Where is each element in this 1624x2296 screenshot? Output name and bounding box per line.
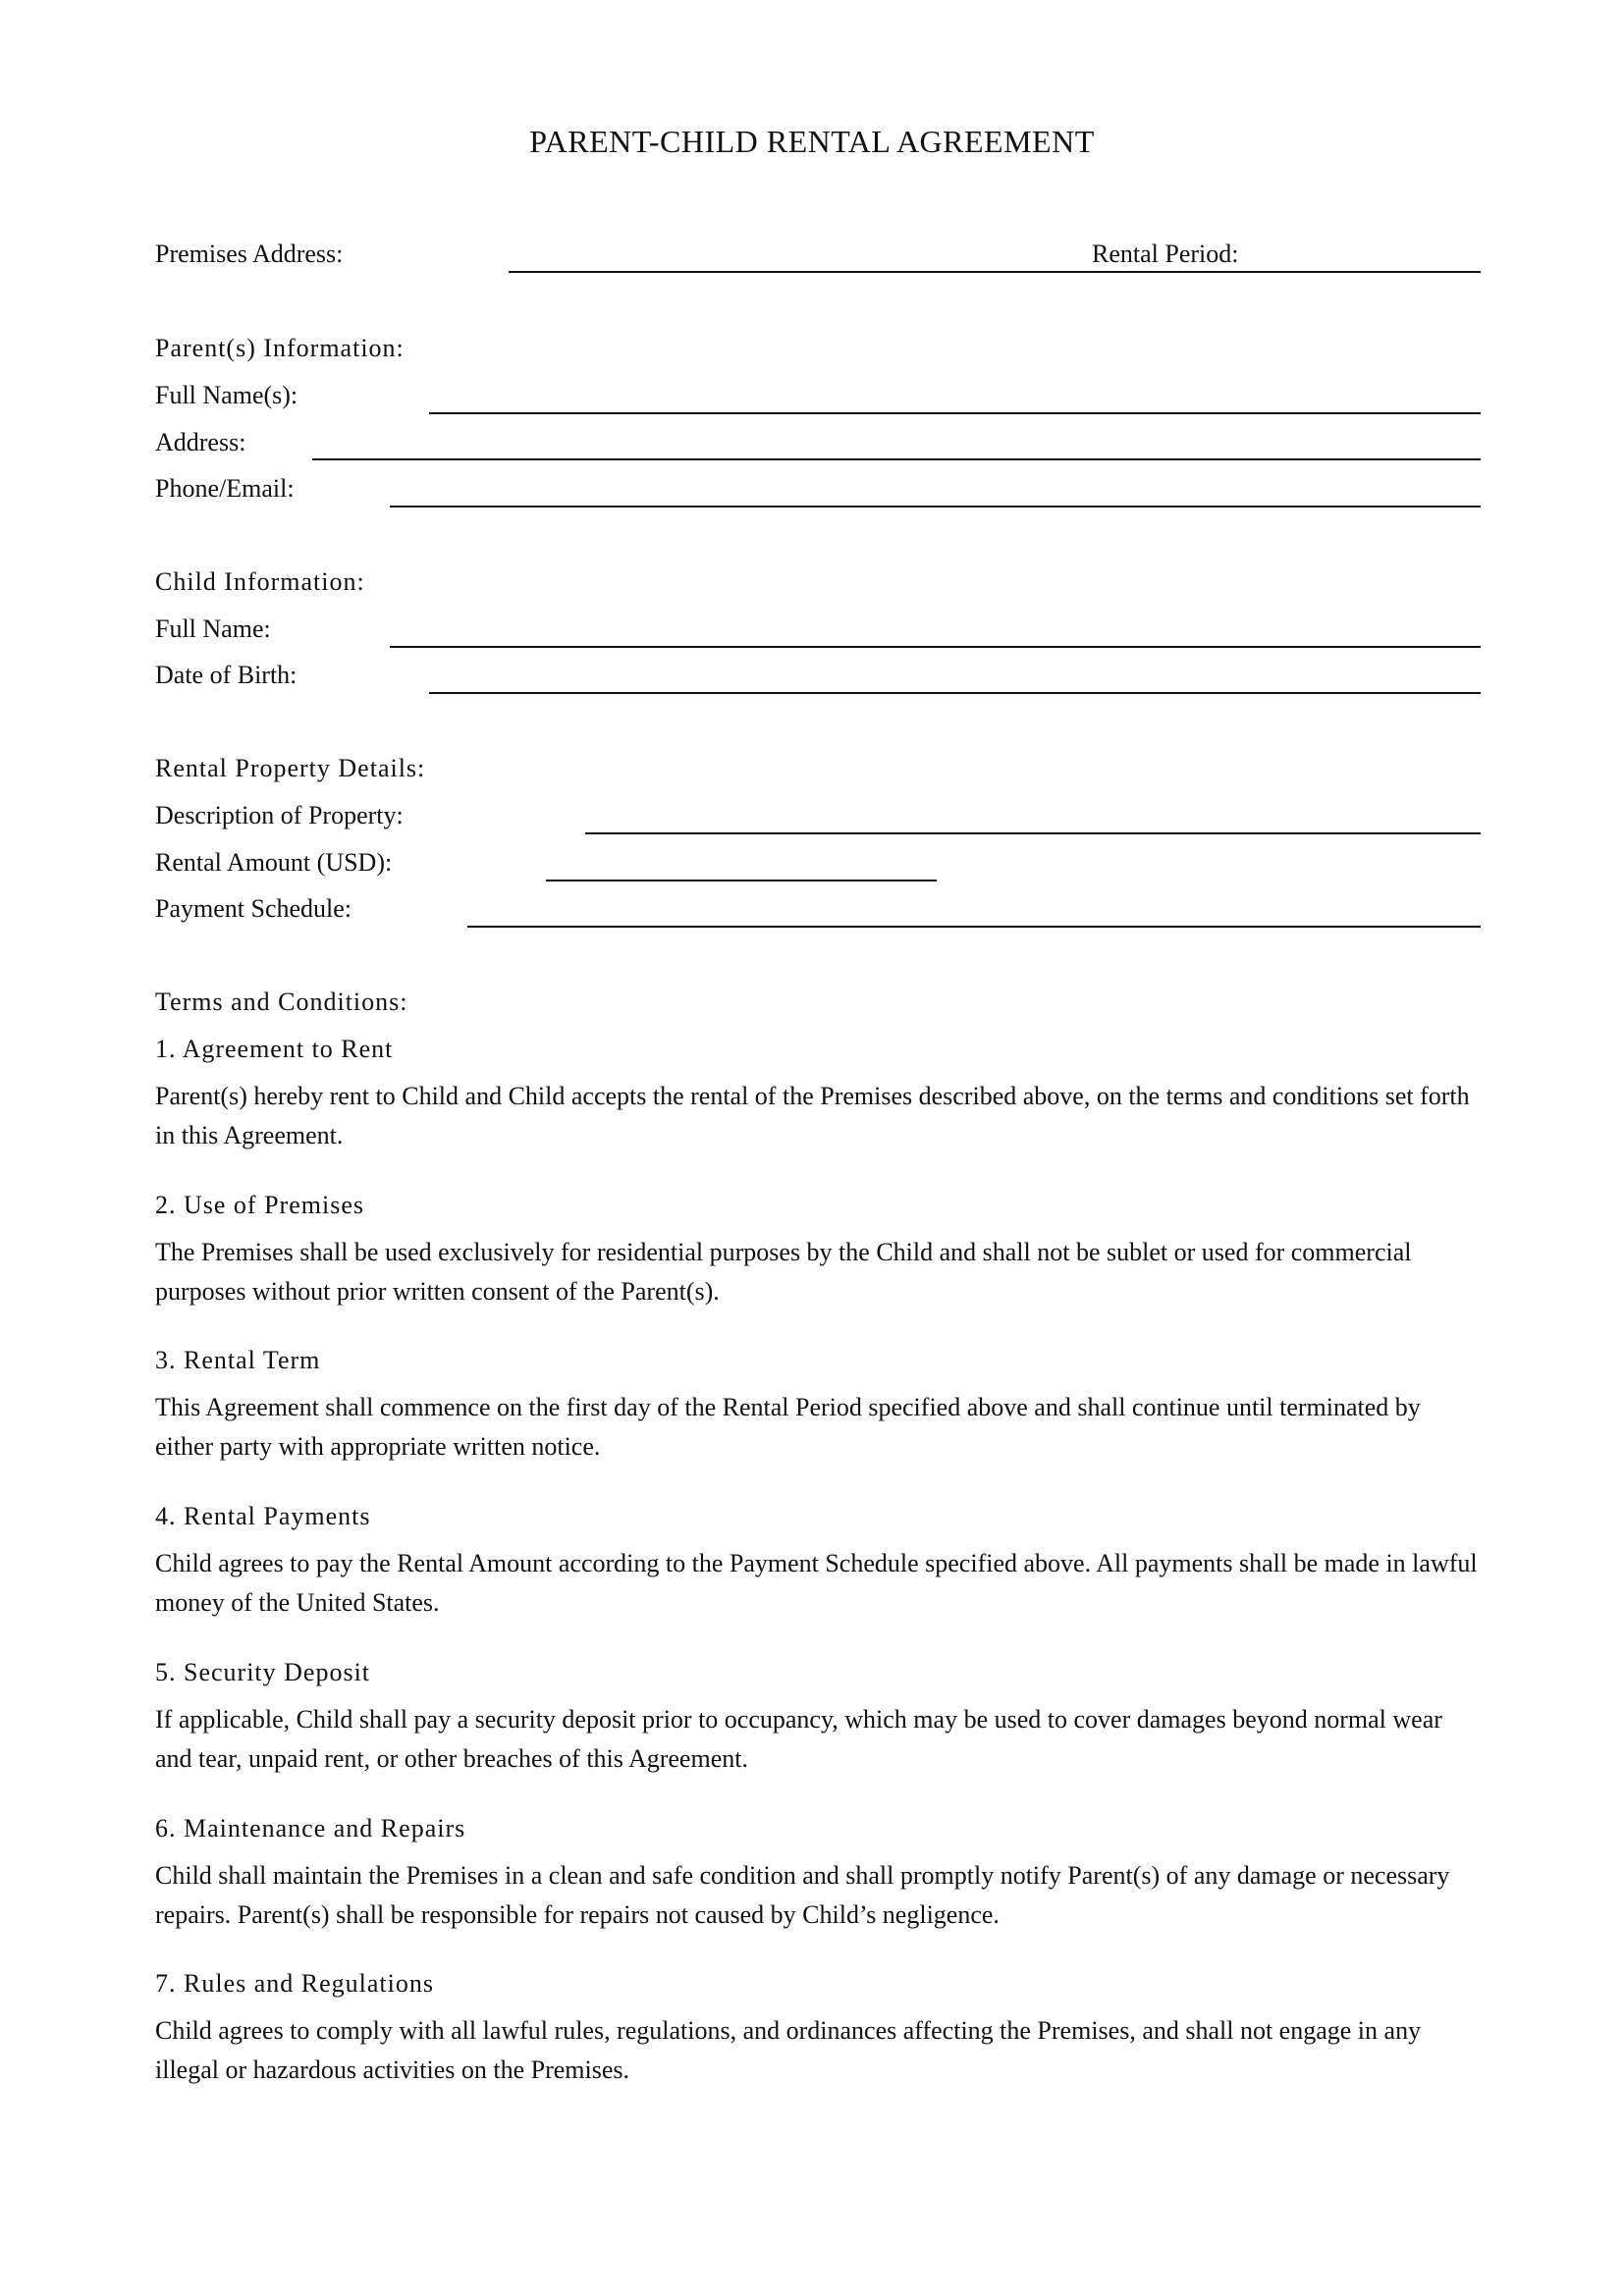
- child-dob-field[interactable]: [429, 661, 1481, 690]
- term-heading: 3. Rental Term: [155, 1346, 321, 1374]
- parent-address-underline: [312, 458, 1481, 460]
- child-section-heading: Child Information:: [155, 567, 365, 596]
- parent-address-label: Address:: [155, 428, 246, 456]
- payment-schedule-field[interactable]: [467, 894, 1481, 924]
- child-dob-underline: [429, 692, 1481, 694]
- property-description-field[interactable]: [585, 801, 1481, 830]
- premises-address-underline: [509, 271, 1481, 273]
- rental-amount-field[interactable]: [546, 848, 937, 878]
- document-title: PARENT-CHILD RENTAL AGREEMENT: [529, 124, 1095, 159]
- terms-section-heading: Terms and Conditions:: [155, 988, 408, 1016]
- premises-address-field[interactable]: [509, 240, 1058, 269]
- term-heading: 2. Use of Premises: [155, 1191, 364, 1219]
- term-text: Child shall maintain the Premises in a clean and safe condition and shall promptly notify Parent(s) of any damage or necessary repairs. Parent(s) shall be responsible for repairs not caused by Child’s negligence.: [155, 1861, 1450, 1929]
- term-heading: 1. Agreement to Rent: [155, 1035, 394, 1063]
- rental-amount-label: Rental Amount (USD):: [155, 848, 393, 877]
- child-full-name-field[interactable]: [390, 614, 1481, 644]
- term-heading: 4. Rental Payments: [155, 1502, 371, 1530]
- property-section-heading: Rental Property Details:: [155, 754, 426, 782]
- parent-full-names-underline: [429, 412, 1481, 414]
- parent-phone-email-underline: [390, 506, 1481, 507]
- term-text: Child agrees to comply with all lawful rules, regulations, and ordinances affecting the Premises, and shall not engage in any illegal or hazardous activities on the Premises.: [155, 2016, 1422, 2084]
- parents-section-heading: Parent(s) Information:: [155, 334, 405, 362]
- term-text: If applicable, Child shall pay a security deposit prior to occupancy, which may be used to cover damages beyond normal wear and tear, unpaid rent, or other breaches of this Agreement.: [155, 1705, 1442, 1773]
- term-heading: 5. Security Deposit: [155, 1658, 371, 1686]
- parent-full-names-field[interactable]: [429, 381, 1481, 410]
- property-description-label: Description of Property:: [155, 801, 404, 829]
- payment-schedule-underline: [467, 926, 1481, 928]
- child-full-name-underline: [390, 646, 1481, 648]
- parent-address-field[interactable]: [312, 428, 1481, 457]
- child-full-name-label: Full Name:: [155, 614, 271, 643]
- term-heading: 7. Rules and Regulations: [155, 1969, 434, 1998]
- child-dob-label: Date of Birth:: [155, 661, 298, 689]
- premises-address-label: Premises Address:: [155, 240, 344, 268]
- rental-period-label: Rental Period:: [1092, 240, 1239, 268]
- term-text: The Premises shall be used exclusively for residential purposes by the Child and shall not be sublet or used for commercial purposes without prior written consent of the Parent(s).: [155, 1238, 1412, 1306]
- payment-schedule-label: Payment Schedule:: [155, 894, 352, 923]
- rental-amount-underline: [546, 880, 937, 881]
- term-text: This Agreement shall commence on the first day of the Rental Period specified above and shall continue until terminated by either party with appropriate written notice.: [155, 1393, 1421, 1461]
- term-text: Parent(s) hereby rent to Child and Child accepts the rental of the Premises described above, on the terms and conditions set forth in this Agreement.: [155, 1082, 1470, 1149]
- term-heading: 6. Maintenance and Repairs: [155, 1814, 466, 1842]
- property-description-underline: [585, 832, 1481, 834]
- parent-full-names-label: Full Name(s):: [155, 381, 298, 409]
- parent-phone-email-field[interactable]: [390, 474, 1481, 504]
- rental-period-field[interactable]: [1257, 240, 1481, 269]
- term-text: Child agrees to pay the Rental Amount according to the Payment Schedule specified above. All payments shall be made in lawful money of the United States.: [155, 1549, 1478, 1617]
- parent-phone-email-label: Phone/Email:: [155, 474, 295, 503]
